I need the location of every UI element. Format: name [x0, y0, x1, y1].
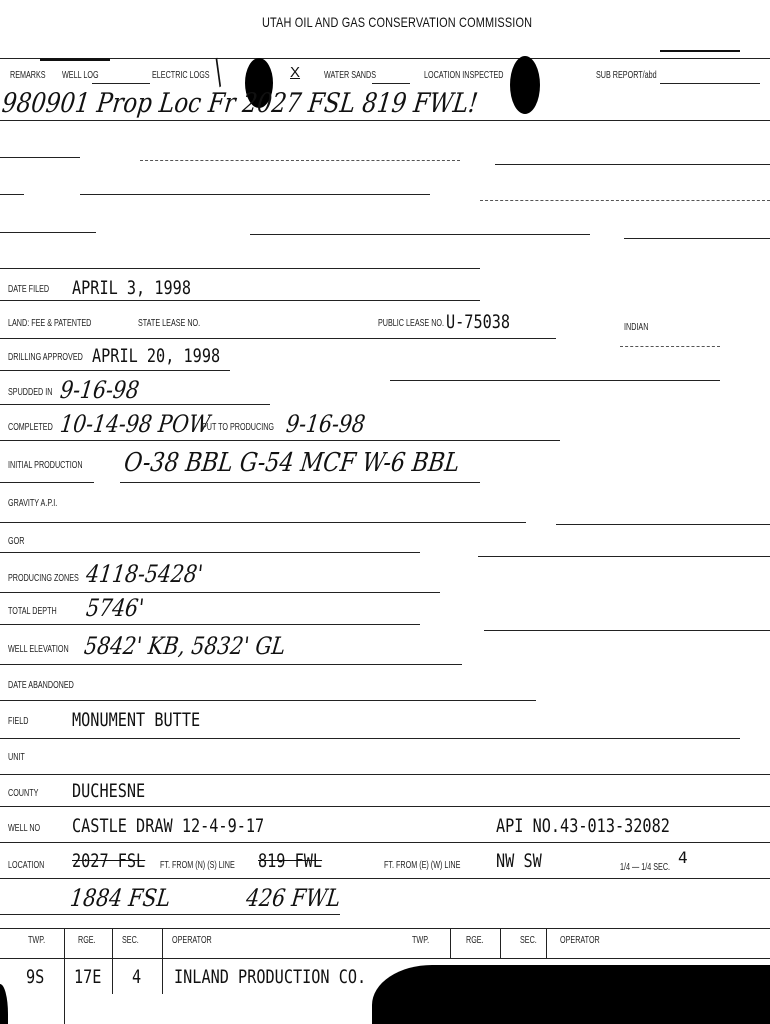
state-lease-label: STATE LEASE NO.	[138, 318, 201, 329]
scan-shadow	[0, 984, 8, 1024]
date-filed-label: DATE FILED	[8, 284, 50, 295]
drilling-approved-value: APRIL 20, 1998	[92, 345, 221, 367]
location-qtr: NW SW	[496, 850, 542, 872]
divider	[0, 700, 536, 701]
table-cell-operator: INLAND PRODUCTION CO.	[174, 966, 367, 988]
table-cell-sec: 4	[132, 966, 142, 988]
table-cell-twp: 9S	[26, 966, 45, 988]
divider	[0, 738, 740, 739]
table-cell-rge: 17E	[74, 966, 102, 988]
completed-label: COMPLETED	[8, 422, 53, 433]
divider	[372, 83, 410, 84]
qtr-qtr-sec-label: 1/4 — 1/4 SEC.	[620, 862, 671, 873]
table-header-sec-2: SEC.	[520, 935, 537, 946]
table-header-rge: RGE.	[78, 935, 96, 946]
ft-from-ns-label: FT. FROM (N) (S) LINE	[160, 860, 235, 871]
divider	[120, 482, 480, 483]
location-inspected-label: LOCATION INSPECTED	[424, 70, 504, 81]
table-divider	[64, 928, 65, 1024]
table-header-sec: SEC.	[122, 935, 139, 946]
divider	[495, 164, 770, 165]
put-to-producing-label: PUT TO PRODUCING	[202, 422, 275, 433]
well-elevation-value: 5842' KB, 5832' GL	[82, 632, 288, 660]
punch-hole	[510, 56, 540, 114]
spudded-in-value: 9-16-98	[58, 376, 141, 404]
divider	[0, 552, 420, 553]
divider	[0, 300, 480, 301]
field-label: FIELD	[8, 716, 29, 727]
unit-label: UNIT	[8, 752, 25, 763]
well-no-value: CASTLE DRAW 12-4-9-17	[72, 815, 265, 837]
divider	[0, 157, 80, 158]
table-header-rge-2: RGE.	[466, 935, 484, 946]
county-value: DUCHESNE	[72, 780, 146, 802]
divider	[250, 234, 590, 235]
divider	[660, 83, 760, 84]
put-to-producing-value: 9-16-98	[284, 410, 367, 438]
land-label: LAND: FEE & PATENTED	[8, 318, 92, 329]
table-header-operator: OPERATOR	[172, 935, 212, 946]
initial-production-value: O-38 BBL G-54 MCF W-6 BBL	[122, 448, 462, 478]
divider	[484, 630, 770, 631]
table-divider	[450, 928, 451, 958]
divider	[0, 774, 770, 775]
date-abandoned-label: DATE ABANDONED	[8, 680, 74, 691]
public-lease-value: U-75038	[446, 311, 511, 333]
x-mark: X	[290, 64, 301, 81]
divider	[0, 914, 340, 915]
divider	[0, 482, 94, 483]
ft-from-ew-label: FT. FROM (E) (W) LINE	[384, 860, 461, 871]
table-divider	[546, 928, 547, 958]
producing-zones-value: 4118-5428'	[84, 560, 205, 588]
divider	[0, 370, 230, 371]
sub-report-label: SUB REPORT/abd	[596, 70, 657, 81]
form-title: UTAH OIL AND GAS CONSERVATION COMMISSION	[262, 14, 533, 30]
divider	[480, 200, 770, 201]
well-no-label: WELL NO	[8, 823, 41, 834]
drilling-approved-label: DRILLING APPROVED	[8, 352, 83, 363]
table-header-twp-2: TWP.	[412, 935, 430, 946]
divider	[0, 806, 770, 807]
remarks-handwritten: 980901 Prop Loc Fr 2027 FSL 819 FWL!	[0, 88, 480, 119]
total-depth-value: 5746'	[84, 594, 146, 622]
divider	[0, 404, 270, 405]
completed-value: 10-14-98 POW	[58, 410, 212, 438]
divider	[0, 592, 440, 593]
spudded-in-label: SPUDDED IN	[8, 387, 53, 398]
divider	[80, 194, 430, 195]
table-divider	[162, 928, 163, 994]
divider	[0, 664, 462, 665]
divider	[140, 160, 460, 161]
divider	[0, 58, 770, 59]
divider	[660, 50, 740, 52]
divider	[0, 928, 770, 929]
divider	[0, 624, 420, 625]
table-header-operator-2: OPERATOR	[560, 935, 600, 946]
sec-value: 4	[678, 848, 688, 867]
divider	[0, 958, 770, 959]
divider	[40, 58, 110, 61]
divider	[0, 440, 560, 441]
water-sands-label: WATER SANDS	[324, 70, 377, 81]
location-ns-new: 1884 FSL	[68, 884, 173, 912]
divider	[478, 556, 770, 557]
divider	[390, 380, 720, 381]
location-label: LOCATION	[8, 860, 45, 871]
electric-logs-label: ELECTRIC LOGS	[152, 70, 210, 81]
initial-production-label: INITIAL PRODUCTION	[8, 460, 83, 471]
divider	[0, 338, 556, 339]
divider	[0, 232, 96, 233]
total-depth-label: TOTAL DEPTH	[8, 606, 57, 617]
divider	[92, 83, 150, 84]
divider	[0, 842, 770, 843]
well-log-label: WELL LOG	[62, 70, 99, 81]
location-ew-new: 426 FWL	[244, 884, 343, 912]
table-divider	[500, 928, 501, 958]
api-no: API NO.43-013-32082	[496, 815, 670, 837]
county-label: COUNTY	[8, 788, 39, 799]
divider	[0, 268, 480, 269]
scan-shadow	[372, 965, 770, 1024]
public-lease-label: PUBLIC LEASE NO.	[378, 318, 445, 329]
divider	[0, 120, 770, 121]
gor-label: GOR	[8, 536, 25, 547]
remarks-label: REMARKS	[10, 70, 46, 81]
location-ew-old: 819 FWL	[258, 850, 323, 872]
divider	[556, 524, 770, 525]
table-divider	[112, 928, 113, 994]
well-elevation-label: WELL ELEVATION	[8, 644, 69, 655]
gravity-api-label: GRAVITY A.P.I.	[8, 498, 58, 509]
table-header-twp: TWP.	[28, 935, 46, 946]
location-ns-old: 2027 FSL	[72, 850, 146, 872]
divider	[0, 522, 526, 523]
date-filed-value: APRIL 3, 1998	[72, 277, 191, 299]
divider	[624, 238, 770, 239]
indian-label: INDIAN	[624, 322, 649, 333]
field-value: MONUMENT BUTTE	[72, 709, 201, 731]
check-mark-icon: ╱	[205, 58, 231, 87]
divider	[0, 194, 24, 195]
divider	[620, 346, 720, 347]
divider	[0, 878, 770, 879]
producing-zones-label: PRODUCING ZONES	[8, 573, 79, 584]
